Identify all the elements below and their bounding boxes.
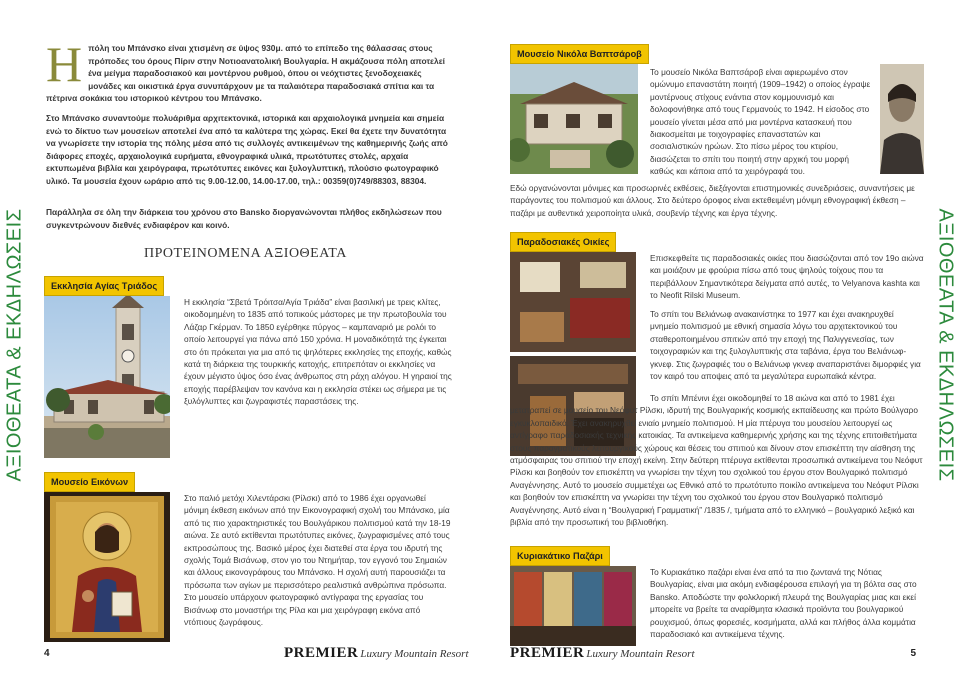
vaptsarov-house-illustration (510, 64, 638, 174)
vaptsarov-house-photo (510, 64, 638, 174)
dropcap-letter: Η (46, 36, 83, 92)
left-side-tab (0, 0, 30, 690)
section-label-church: Εκκλησία Αγίας Τριάδος (44, 276, 164, 296)
logo-wordmark: PREMIER (284, 645, 359, 661)
section-label-vaptsarov-museum: Μουσείο Νικόλα Βαπτσάροβ (510, 44, 649, 64)
page-number-right: 5 (910, 648, 916, 659)
section-label-icons-museum: Μουσείο Εικόνων (44, 472, 135, 492)
houses-text-1: Επισκεφθείτε τις παραδοσιακές οικίες που διασώζονται από τον 19ο αιώνα και μοιάζουν με φρούρια πίσω από τους ψηλούς τοίχους που τα περιβάλλουν Σημαντικότερα δείγματα από αυτές, το Velyanova kashta και το Neofit Rilski Museum. (650, 253, 924, 301)
page-number-left: 4 (44, 648, 50, 659)
icons-museum-text: Στο παλιό μετόχι Χιλεντάρσκι (Ρίλσκι) από το 1986 έχει οργανωθεί μόνιμη έκθεση εικόνων από την Εικονογραφική σχολή του Μπάνσκο, μία από τις πιο χαρακτηριστικές του Βουλγάρικου πολιτισμού κατά την 18-19 αιώνα. Σε αυτό εκτίθενται πρωτότυπες εικόνες, ζωγραφισμένες από τους εκπροσώπους της. Βασικό μέρος έχει διατεθεί στα έργα του ιδρυτή της σχολής Τομά Βισάνωφ, στον γιο του Ντημήταρ, τον εγγονό του Σημαιών και άλλους εικονογράφους του Μπάνσκο. Η σχολή αυτή παρουσιάζει τα πρόσωπα των αγίων με περισσότερο ρεαλιστικά ανθρώπινα πρόσωπα. Στο μουσείο υπάρχουν φωτογραφικό αντίγραφα της εργασίας του Βισάνωφ στο μοναστήρι της Ρίλα και μια χειρόγραφη εικόνα από ντόπιους ζωγράφους. (184, 493, 451, 628)
interior-photo-1 (510, 252, 636, 352)
right-side-tab (930, 0, 960, 690)
houses-text-3: Το σπίτι Μπένινι έχει οικοδομηθεί το 18 αιώνα και από το 1981 έχει μετατραπεί σε μουσείο του Νεόφυτ Ρίλσκι, ιδρυτή της Βουλγαρικής κοσμικής εκπαίδευσης και πρώτο Βούλγαρο εγκυκλοπαιδικό. Έχει ανακηρυχθεί ενιαίο μνημείο πολιτισμού. Η μία πτέρυγα του μουσείου λειτουργεί ως αντίγραφο παραδοσιακής τεχνικής κατοικίας. Τα αντικείμενα καθημερινής χρήσης και της τέχνης επιτοιθετήματα στους παραγματικούς λειτουργικούς χώρους και θέσεις του σπιτιού και δίνουν στον επισκέπτη την αίσθηση της ατμόσφαιρας του σπιτιού την εποχή εκείνη. Στην δεύτερη πτέρυγα εκτίθενται προσωπικά αντικείμενα του Νεόφυτ Ρίλσκι και βοηθούν τον επισκέπτη να γνωρίσει την τέχνη του σχολικού του έργου στον Βουλγαρικό πολιτισμό Αναγέννησης. Αυτό το μουσείο συμμετέχει ως Εθνικό από το πρωτότυπο ποικίλο αντικείμενα του Νεόφυτ Ρίλσκι και βοηθούν τον επισκέπτη να γνωρίσει την τέχνη του σχολικού του έργου στον Βουλγαρικό πολιτισμό Αναγέννησης. Αυτό είναι η “Βουλγαρική Γραμματική” /1835 /, τμήματα από το ελληνικό – βουλγαρικό λεξικό και βιβλία από την προσωπική του βιβλιοθήκη. (510, 393, 923, 528)
vaptsarov-text-1: Το μουσείο Νικόλα Βαπτσάροβ είναι αφιερωμένο στον ομώνυμο επαναστάτη ποιητή (1909–1942) ο οποίος έγραψε μοντέρνους στίχους ενάντια στον κομμουνισμό και δολοφονήθηκε από τους Γερμανούς το 1942. Η είσοδος στο μουσείο γίνεται μέσα από μια μοντέρνα κατασκευή που διακοσμείται με τοιχογραφίες επαναστατών και σοσιαλιστικών ηρώων. Στο πίσω μέρος του κτιρίου, διασώζεται το σπίτι του ποιητή στην αρχική του μορφή καθώς και κάποια από τα χειρόγραφά του. (650, 67, 871, 177)
icon-painting-photo (44, 492, 170, 642)
right-page (480, 0, 960, 690)
vaptsarov-text-2: Εδώ οργανώνονται μόνιμες και προσωρινές εκθέσεις, διεξάγονται επιστημονικές συνεδριάσεις, συναντήσεις με παράγοντες του πολιτισμού και άλλους. Στο δεύτερο όροφος είναι εκτεθειμένη μόνιμη εθνογραφική έκθεση – παζάρι με αυθεντικά χειροποίητα υλικά, σουβενίρ τέχνης και έργα τέχνης. (510, 183, 915, 218)
logo-tagline: Luxury Mountain Resort (360, 648, 469, 660)
logo-wordmark: PREMIER (510, 645, 585, 661)
interior-illustration-1 (510, 252, 636, 352)
events-paragraph: Παράλληλα σε όλη την διάρκεια του χρόνου στο Bansko διοργανώνονται πλήθος εκδηλώσεων που συγκεντρώνουν διεθνές ενδιαφέρον και κοινό. (46, 207, 442, 230)
side-tab-title: ΑΞΙΟΘΕΑΤΑ & ΕΚΔΗΛΩΣΕΙΣ (3, 208, 26, 482)
church-illustration (44, 296, 170, 458)
recommended-title: ΠΡΟΤΕΙΝΟΜΕΝΑ ΑΞΙΟΘΕΑΤΑ (144, 246, 347, 261)
logo-tagline: Luxury Mountain Resort (586, 648, 695, 660)
bazaar-text: Το Κυριακάτικο παζάρι είναι ένα από τα πιο ζωντανά της Νότιας Βουλγαρίας, είναι μια ακόμη ενδιαφέρουσα επιλογή για τη βόλτα σας στο Bansko. Αποδώστε την φολκλορική πλευρά της Βουλγαρίας μιας και εκεί μπορείτε να βρείτε τα αναρίθμητα κλασικά προϊόντα του βουλγαρικού ρουχισμού, όπως φορεσιές, κοσμήματα, αλλά και πλήθος άλλα κομμάτια παραδοσιακό και αντικείμενα τέχνης. (650, 567, 917, 640)
intro-paragraph: πόλη του Μπάνσκο είναι χτισμένη σε ύψος 930μ. από το επίπεδο της θάλασσας στους πρόποδες του όρους Πίριν στην Νοτιοανατολική Βουλγαρία. Η ακμάζουσα πόλη αποτελεί ένα μείγμα παραδοσιακού και μοντέρνου ρυθμού, όπου οι νεόχτιστες ξενοδοχειακές μονάδες και οικιστικά έργα συνυπάρχουν με τα παλαιότερα παραδοσιακά σπίτια και τα πέτρινα σοκάκια του ιστορικού κέντρου του Μπάνσκο. (46, 43, 445, 104)
houses-text-2: Το σπίτι του Βελιάνωφ ανακαινίστηκε το 1977 και έχει ανακηρυχθεί μνημείο πολιτισμού με εθνική σημασία λόγω του αρχιτεκτονικού του σταθεροποιημένου σπιτιών από την εποχή της Παλιγγενεσίας, των τοιχογραφιών και της ξυλογλυπτικής στα ταβάνια, έργα του Βελιάνωφ-γκνεφ. Στις ζωγραφιές του ο Βελιάνωφ γκνεφ αναπαριστάνει διμορφιές για τον καιρό του αποψεις από τα μεγαλύτερα ευρωπαϊκά κέντρα. (650, 309, 921, 382)
church-text: Η εκκλησία “Σβετά Τρόιτσα/Αγία Τριάδα” είναι βασιλική με τρεις κλίτες, οικοδομημένη το 1835 από τοπικούς μάστορες με την πρωτοβουλία του Λάζαρ Γκέρμαν. Το 1850 εγέρθηκε πύργος – καμπαναριό με ρολόι το οποίο λειτουργεί για πάνω από 150 χρόνια. Η μοναδικότητά της έγκειται στο ότι πρόκειται για μια από τις ψηλότερες εκκλησίες της εποχής, καθώς κατά τη διάρκεια της τουρκικής κατοχής, επιτρεπόταν οι εκκλησίες να έχουν μέγιστο ύψος όσο ένας άνθρωπος στη ράχη αλόγου. Η γηραιοί της εποχής παρέβλεψαν τον κανόνα και η εκκλησία στέκει ως σήμερα με τις ξυλόγλυπτες και ζωγραφιστές παραστάσεις της. (184, 297, 452, 407)
section-label-traditional-houses: Παραδοσιακές Οικίες (510, 232, 616, 252)
church-photo (44, 296, 170, 458)
museums-paragraph: Στο Μπάνσκο συναντούμε πολυάριθμα αρχιτεκτονικά, ιστορικά και αρχαιολογικά μνημεία και σημεία ενώ το δίκτυο των μουσείων αποτελεί ένα από τα καλύτερα της χώρας. Εκεί θα έχετε την δυνατότητα να γνωρίσετε την ιστορία της πόλης μέσα από τις συλλογές αντικειμένων της καθημερινής ζωής από διάφορες εποχές, αρχαιολογικά ευρήματα, εθνογραφικά υλικά, πρωτότυπες στολές, αρχαία εκτυπωμένα βιβλία και χειρόγραφα, πρωτότυπες εικόνες και ξυλογλυπτική, πλούσιο φωτογραφικό υλικό. Τα μουσεία έχουν ωράριο από τις 9.00-12.00, 14.00-17.00, τηλ.: 00359(0)749/88303, 88304. (46, 113, 448, 186)
icon-painting-illustration (44, 492, 170, 642)
side-tab-title: ΑΞΙΟΘΕΑΤΑ & ΕΚΔΗΛΩΣΕΙΣ (934, 208, 957, 482)
intro-block (46, 36, 450, 105)
portrait-illustration (880, 64, 924, 174)
footer-logo-left (284, 644, 469, 662)
bazaar-photo (510, 566, 636, 646)
portrait-photo (880, 64, 924, 174)
section-label-sunday-bazaar: Κυριακάτικο Παζάρι (510, 546, 610, 566)
bazaar-illustration (510, 566, 636, 646)
footer-logo-right (510, 644, 695, 662)
